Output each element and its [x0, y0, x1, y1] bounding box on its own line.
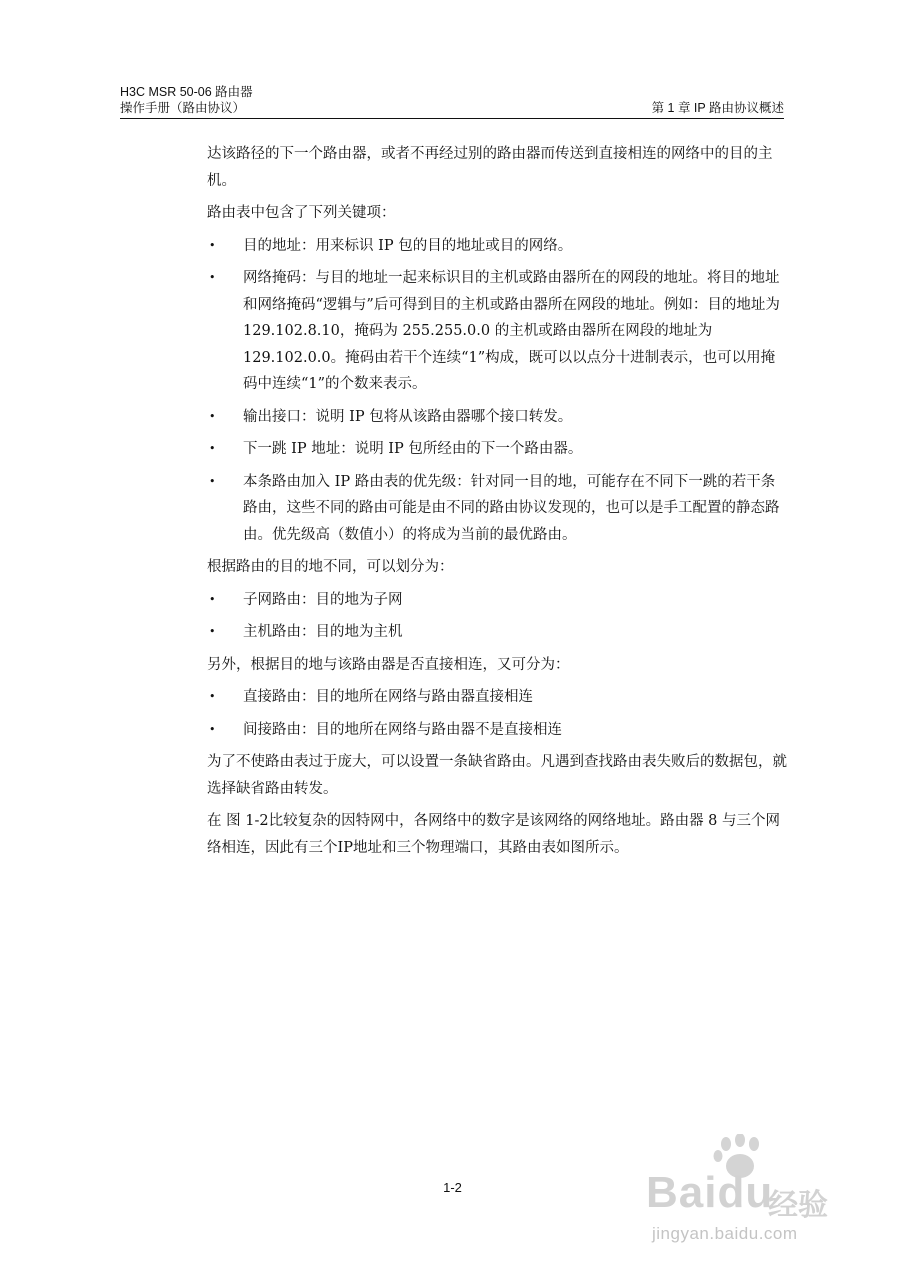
list-item: • 目的地址：用来标识 IP 包的目的地址或目的网络。: [207, 233, 787, 260]
chapter-title: 第 1 章 IP 路由协议概述: [651, 101, 784, 115]
list-item: • 输出接口：说明 IP 包将从该路由器哪个接口转发。: [207, 404, 787, 431]
list-item: • 下一跳 IP 地址：说明 IP 包所经由的下一个路由器。: [207, 436, 787, 463]
paragraph: 为了不使路由表过于庞大，可以设置一条缺省路由。凡遇到查找路由表失败后的数据包，就选择缺省路由转发。: [207, 754, 787, 797]
paragraph: 在 图 1-2比较复杂的因特网中，各网络中的数字是该网络的网络地址。路由器 8 与三个网络相连，因此有三个IP地址和三个物理端口，其路由表如图所示。: [207, 813, 781, 856]
doc-title: H3C MSR 50-06 路由器: [120, 85, 253, 99]
paragraph: 另外，根据目的地与该路由器是否直接相连，又可分为：: [207, 656, 570, 673]
baidu-watermark: [640, 1134, 880, 1254]
page-header: [120, 84, 784, 119]
paragraph: 路由表中包含了下列关键项：: [207, 205, 396, 221]
list-item: • 网络掩码：与目的地址一起来标识目的主机或路由器所在的网段的地址。将目的地址和网络掩码“逻辑与”后可得到目的主机或路由器所在网段的地址。例如：目的地址为 129.102.8.10，掩码为 255.255.0.0 的主机或路由器所在网段的地址为 129.102.0.0。掩码由若干个连续“1”构成，既可以以点分十进制表示，也可以用掩码中连续“1”的个数来表示。: [207, 265, 787, 398]
watermark-url: jingyan.baidu.com: [652, 1224, 798, 1243]
paragraph: 达该路径的下一个路由器，或者不再经过别的路由器而传送到直接相连的网络中的目的主机。: [207, 146, 773, 189]
list-item: • 直接路由：目的地所在网络与路由器直接相连: [207, 684, 787, 711]
paragraph: 根据路由的目的地不同，可以划分为：: [207, 559, 454, 575]
list-item: • 子网路由：目的地为子网: [207, 587, 787, 614]
doc-subtitle: 操作手册（路由协议）: [120, 101, 246, 115]
list-item: • 间接路由：目的地所在网络与路由器不是直接相连: [207, 717, 787, 744]
watermark-experience: 经验: [768, 1189, 828, 1222]
list-item: • 本条路由加入 IP 路由表的优先级：针对同一目的地，可能存在不同下一跳的若干条路由，这些不同的路由可能是由不同的路由协议发现的，也可以是手工配置的静态路由。优先级高（数值小）的将成为当前的最优路由。: [207, 469, 787, 549]
list-item: • 主机路由：目的地为主机: [207, 619, 787, 646]
page-body: [207, 141, 787, 867]
watermark-brand: Baidu: [646, 1168, 774, 1217]
header-rule: [120, 118, 784, 119]
route-type-list: [207, 587, 787, 646]
page-number: 1-2: [443, 1180, 462, 1195]
key-items-list: [207, 233, 787, 549]
direct-route-list: [207, 684, 787, 743]
